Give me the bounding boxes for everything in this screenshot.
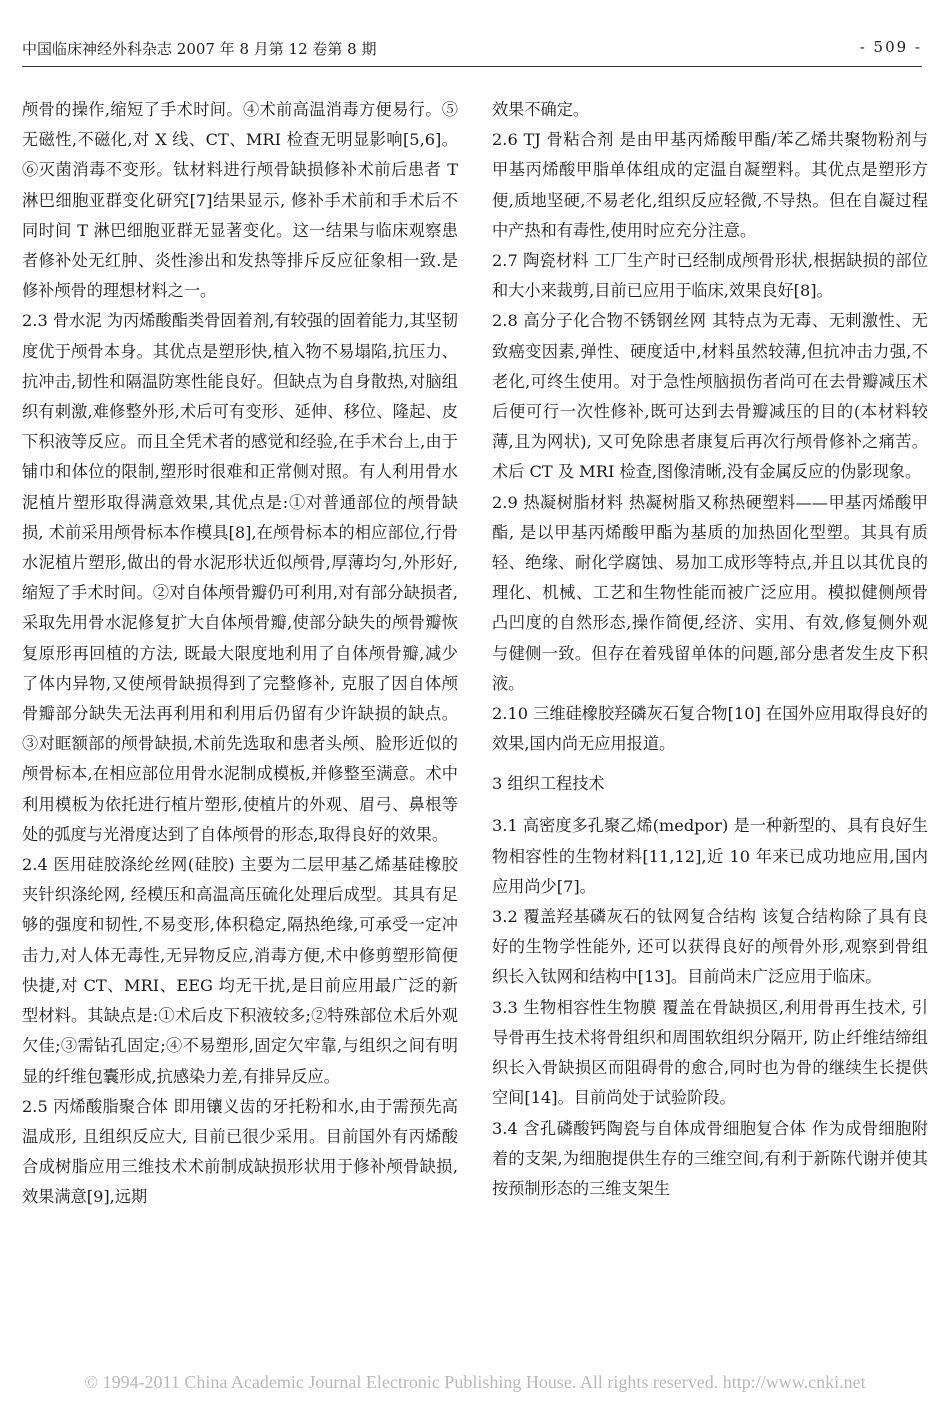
paragraph-3-4-calcium-phosphate: 3.4 含孔磷酸钙陶瓷与自体成骨细胞复合体 作为成骨细胞附着的支架,为细胞提供生存的三维空间,有利于新陈代谢并使其按预制形态的三维支架生: [492, 1118, 928, 1198]
paragraph-2-7-ceramic: 2.7 陶瓷材料 工厂生产时已经制成颅骨形状,根据缺损的部位和大小来裁剪,目前已应用于临床,效果良好[8]。: [492, 251, 928, 301]
left-column: [22, 95, 458, 1213]
paragraph-2-5-acrylic: 2.5 丙烯酸脂聚合体 即用镶义齿的牙托粉和水,由于需预先高温成形, 且组织反应大, 目前已很少采用。目前国外有丙烯酸合成树脂应用三维技术术前制成缺损形状用于修补颅骨缺损,效果满意[9],远期: [22, 1096, 458, 1207]
paragraph-2-5-continued: 效果不确定。: [492, 100, 590, 119]
paragraph-2-6-tj-adhesive: 2.6 TJ 骨粘合剂 是由甲基丙烯酸甲酯/苯乙烯共聚物粉剂与甲基丙烯酸甲脂单体组成的定温自凝塑料。其优点是塑形方便,质地坚硬,不易老化,组织反应轻微,不导热。但在自凝过程中产热和有毒性,使用时应充分注意。: [492, 130, 928, 240]
paragraph-2-4-silicone-mesh: 2.4 医用硅胶涤纶丝网(硅胶) 主要为二层甲基乙烯基硅橡胶夹针织涤纶网, 经模压和高温高压硫化处理后成型。其具有足够的强度和韧性,不易变形,体积稳定,隔热绝缘,可承受一定冲击力,对人体无毒性,无异物反应,消毒方便,术中修剪塑形简便快捷,对 CT、MRI、EEG 均无干扰,是目前应用最广泛的新型材料。其缺点是:①术后皮下积液较多;②特殊部位术后外观欠佳;③需钻孔固定;④不易塑形,固定欠牢靠,与组织之间有明显的纤维包囊形成,抗感染力差,有排异反应。: [22, 855, 458, 1086]
journal-citation: 中国临床神经外科杂志 2007 年 8 月第 12 卷第 8 期: [22, 40, 377, 58]
paragraph-2-8-steel-mesh: 2.8 高分子化合物不锈钢丝网 其特点为无毒、无刺激性、无致癌变因素,弹性、硬度适中,材料虽然较薄,但抗冲击力强,不老化,可终生使用。对于急性颅脑损伤者尚可在去骨瓣减压术后便可行一次性修补,既可达到去骨瓣减压的目的(本材料较薄,且为网状), 又可免除患者康复后再次行颅骨修补之痛苦。术后 CT 及 MRI 检查,图像清晰,没有金属反应的伪影现象。: [492, 311, 928, 482]
paragraph-3-2-titanium-hydroxyapatite: 3.2 覆盖羟基磷灰石的钛网复合结构 该复合结构除了具有良好的生物学性能外, 还可以获得良好的颅骨外形,观察到骨组织长入钛网和结构中[13]。目前尚未广泛应用于临床。: [492, 907, 928, 987]
page-number: - 509 -: [859, 38, 922, 56]
page-header: [22, 38, 922, 62]
section-heading-3: 3 组织工程技术: [492, 774, 605, 794]
right-column: [492, 95, 928, 1204]
header-rule: [22, 66, 922, 67]
paragraph-2-10-silicone-composite: 2.10 三维硅橡胶羟磷灰石复合物[10] 在国外应用取得良好的效果,国内尚无应用报道。: [492, 704, 928, 754]
paragraph-titanium-continued: 颅骨的操作,缩短了手术时间。④术前高温消毒方便易行。⑤无磁性,不磁化,对 X 线、CT、MRI 检查无明显影响[5,6]。⑥灭菌消毒不变形。钛材料进行颅骨缺损修补术前后患者 T 淋巴细胞亚群变化研究[7]结果显示, 修补手术前和手术后不同时间 T 淋巴细胞亚群无显著变化。这一结果与临床观察患者修补处无红肿、炎性渗出和发热等排斥反应征象相一致.是修补颅骨的理想材料之一。: [22, 100, 458, 301]
paragraph-3-3-biomembrane: 3.3 生物相容性生物膜 覆盖在骨缺损区,利用骨再生技术, 引导骨再生技术将骨组织和周围软组织分隔开, 防止纤维结缔组织长入骨缺损区而阻碍骨的愈合,同时也为骨的继续生长提供空间[14]。目前尚处于试验阶段。: [492, 997, 928, 1108]
paragraph-3-1-medpor: 3.1 高密度多孔聚乙烯(medpor) 是一种新型的、具有良好生物相容性的生物材料[11,12],近 10 年来已成功地应用,国内应用尚少[7]。: [492, 816, 928, 896]
paragraph-2-9-thermoset-resin: 2.9 热凝树脂材料 热凝树脂又称热硬塑料——甲基丙烯酸甲酯, 是以甲基丙烯酸甲酯为基质的加热固化型塑。其具有质轻、绝缘、耐化学腐蚀、易加工成形等特点,并且以其优良的理化、机械、工艺和生物性能而被广泛应用。模拟健侧颅骨凸凹度的自然形态,操作简便,经济、实用、有效,修复侧外观与健侧一致。但存在着残留单体的问题,部分患者发生皮下积液。: [492, 492, 928, 693]
paragraph-2-3-bone-cement: 2.3 骨水泥 为丙烯酸酯类骨固着剂,有较强的固着能力,其坚韧度优于颅骨本身。其优点是塑形快,植入物不易塌陷,抗压力、抗冲击,韧性和隔温防寒性能良好。但缺点为自身散热,对脑组织有刺激,难修整外形,术后可有变形、延伸、移位、隆起、皮下积液等反应。而且全凭术者的感觉和经验,在手术台上,由于铺巾和体位的限制,塑形时很难和正常侧对照。有人利用骨水泥植片塑形取得满意效果,其优点是:①对普通部位的颅骨缺损, 术前采用颅骨标本作模具[8],在颅骨标本的相应部位,行骨水泥植片塑形,做出的骨水泥形状近似颅骨,厚薄均匀,外形好,缩短了手术时间。②对自体颅骨瓣仍可利用,对有部分缺损者,采取先用骨水泥修复扩大自体颅骨瓣,使部分缺失的颅骨瓣恢复原形再回植的方法, 既最大限度地利用了自体颅骨瓣,减少了体内异物,又使颅骨缺损得到了完整修补, 克服了因自体颅骨瓣部分缺失无法再利用和利用后仍留有少许缺损的缺点。③对眶额部的颅骨缺损,术前先选取和患者头颅、脸形近似的颅骨标本,在相应部位用骨水泥制成模板,并修整至满意。术中利用模板为依托进行植片塑形,使植片的外观、眉弓、鼻根等处的弧度与光滑度达到了自体颅骨的形态,取得良好的效果。: [22, 311, 458, 844]
copyright-footer: © 1994-2011 China Academic Journal Electronic Publishing House. All rights reserved. http://www.cnki.net: [84, 1372, 866, 1392]
